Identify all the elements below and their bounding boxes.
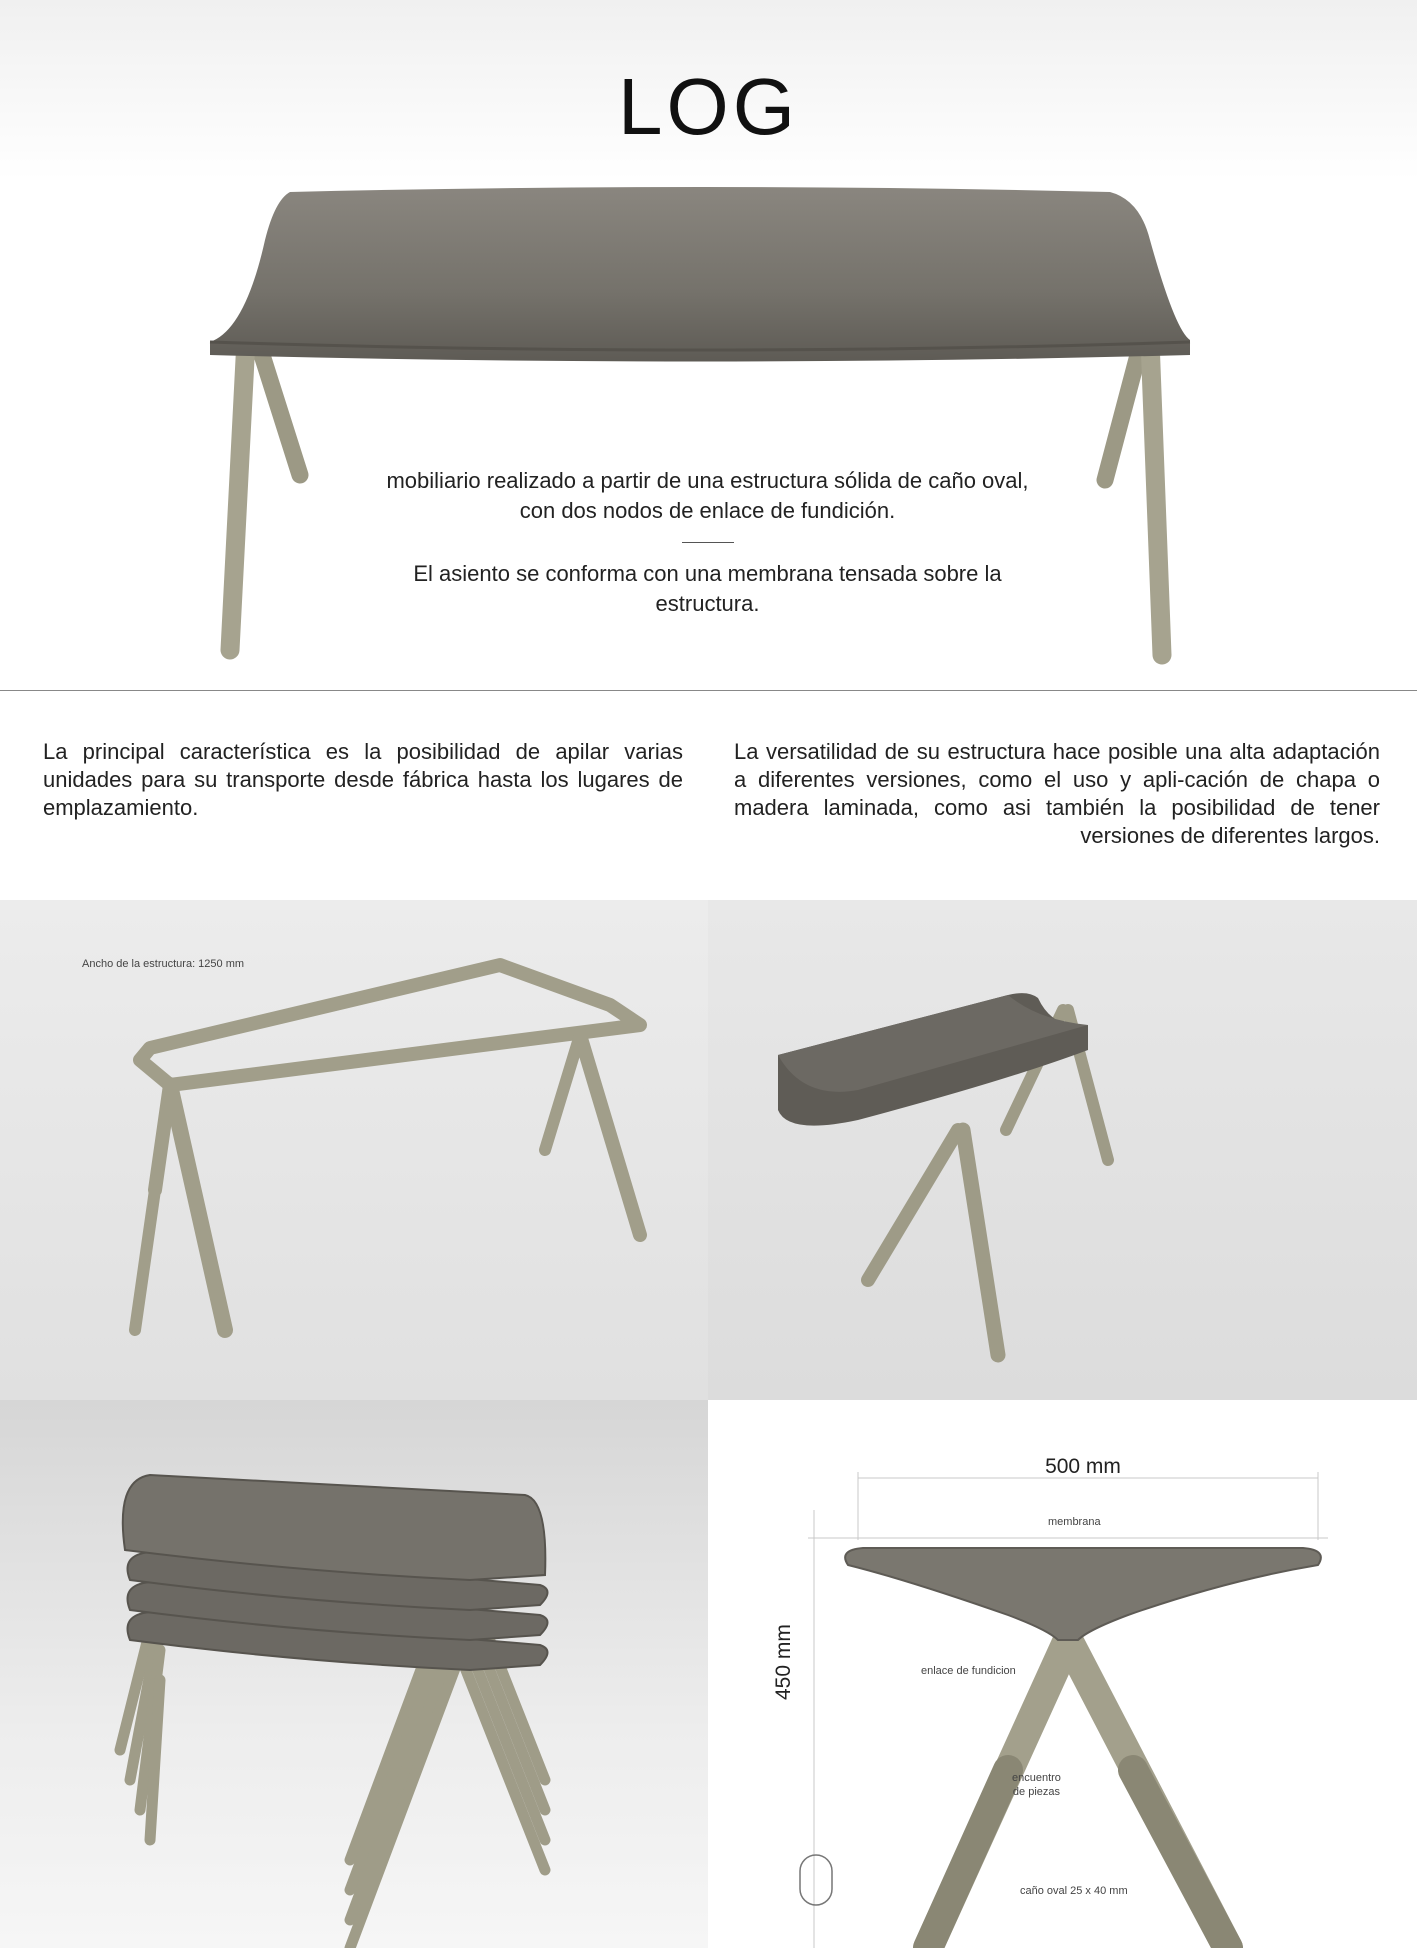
height-dimension-label: 450 mm: [772, 1624, 795, 1700]
stacked-benches-panel: [0, 1400, 708, 1948]
page-title: LOG: [618, 62, 799, 151]
joint-label-line-2: de piezas: [1012, 1786, 1061, 1798]
dimension-drawing: [708, 1400, 1417, 1948]
oval-tube-section-icon: [800, 1855, 832, 1905]
bench-render-panel: [708, 900, 1417, 1400]
frame-illustration: [0, 900, 708, 1400]
frame-leg: [135, 1190, 155, 1330]
hero-section: [0, 0, 1417, 690]
frame-leg: [580, 1035, 640, 1235]
frame-leg: [170, 1085, 225, 1330]
intro-text: [370, 466, 1045, 619]
joint-label: [1012, 1771, 1061, 1799]
casting-node-label: enlace de fundicion: [921, 1665, 1016, 1677]
hero-front-leg-right: [1150, 340, 1162, 655]
intro-paragraph-2: El asiento se conforma con una membrana tensada sobre la estructura.: [413, 561, 1002, 616]
joint-label-line-1: encuentro: [1012, 1772, 1061, 1784]
versatility-description: La versatilidad de su estructura hace posible una alta adaptación a diferentes versiones, como el uso y apli-cación de chapa o madera laminada, como asi también la posibilidad de tener versiones de diferentes largos.: [734, 739, 1380, 848]
dimensions-panel: [708, 1400, 1417, 1948]
width-dimension-label: 500 mm: [1045, 1455, 1121, 1478]
frame-width-caption: Ancho de la estructura: 1250 mm: [82, 958, 245, 970]
frame-render-panel: [0, 900, 708, 1400]
bench-illustration: [708, 900, 1417, 1400]
intro-paragraph-1: mobiliario realizado a partir de una estructura sólida de caño oval, con dos nodos de enlace de fundición.: [386, 468, 1029, 523]
membrana-label: membrana: [1048, 1516, 1101, 1528]
oval-tube-label: caño oval 25 x 40 mm: [1020, 1885, 1128, 1897]
stacking-description: La principal característica es la posibilidad de apilar varias unidades para su transporte desde fábrica hasta los lugares de emplazamiento.: [43, 739, 683, 820]
intro-divider: [682, 542, 734, 543]
frame-leg: [545, 1035, 580, 1150]
hero-back-leg-right: [1105, 355, 1138, 480]
hero-front-leg-left: [230, 340, 246, 650]
stacked-benches-illustration: [0, 1400, 708, 1948]
section-divider: [0, 690, 1417, 691]
hero-bench-seat: [210, 187, 1190, 362]
hero-back-leg-left: [262, 355, 300, 475]
dim-seat-membrane: [845, 1548, 1321, 1640]
